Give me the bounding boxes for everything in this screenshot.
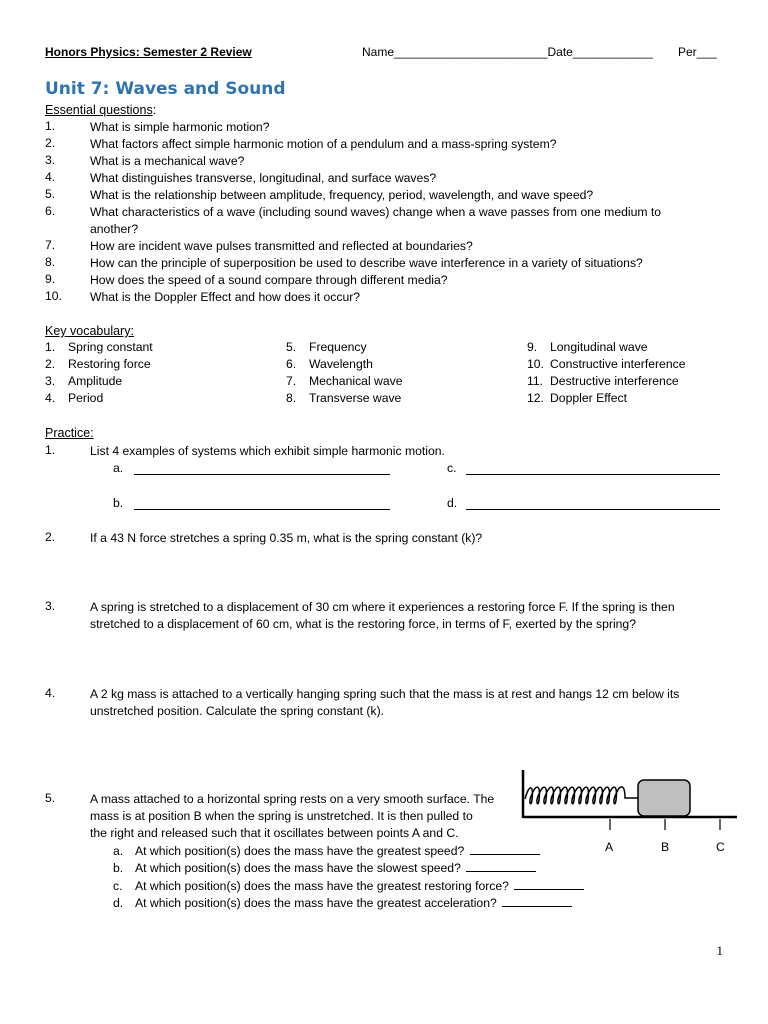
vocab-column-3: 9. Longitudinal wave 10. Constructive interference 11. Destructive interference 12. Doppler Effect xyxy=(527,340,686,405)
question-1-text: List 4 examples of systems which exhibit simple harmonic motion. xyxy=(90,444,445,458)
question-5-subparts xyxy=(113,843,584,912)
list-item: 7. How are incident wave pulses transmitted and reflected at boundaries? xyxy=(45,238,473,253)
practice-heading: Practice: xyxy=(45,426,94,440)
essential-questions-heading: Essential questions: xyxy=(45,103,157,117)
list-item: 6. What characteristics of a wave (including sound waves) change when a wave passes from one medium to xyxy=(45,204,662,219)
answer-d-label: d. xyxy=(447,496,458,510)
page-number: 1 xyxy=(716,943,723,958)
spring-mass-diagram xyxy=(515,764,740,864)
mass-block xyxy=(638,780,690,816)
question-4-text: A 2 kg mass is attached to a vertically hanging spring such that the mass is at rest and hangs 12 cm below its unstretched position. Calculate the spring constant (k). xyxy=(90,687,680,718)
answer-line[interactable] xyxy=(466,871,536,872)
answer-line[interactable] xyxy=(514,889,584,890)
answer-d-line[interactable] xyxy=(466,509,720,510)
list-item: 5. What is the relationship between amplitude, frequency, period, wavelength, and wave speed? xyxy=(45,187,594,202)
answer-b-label: b. xyxy=(113,496,124,510)
question-5-text: A mass attached to a horizontal spring rests on a very smooth surface. The mass is at position B when the spring is unstretched. It is then pulled to the right and released such that it oscillates between points A and C. xyxy=(90,792,495,840)
answer-line[interactable] xyxy=(502,906,572,907)
question-3-number: 3. xyxy=(45,599,56,613)
answer-c-line[interactable] xyxy=(466,474,720,475)
spring-coil xyxy=(525,787,638,804)
list-item: 1. What is simple harmonic motion? xyxy=(45,119,270,134)
answer-a-label: a. xyxy=(113,461,124,475)
vocab-column-1: 1. Spring constant 2. Restoring force 3. Amplitude 4. Period xyxy=(45,340,153,405)
unit-title: Unit 7: Waves and Sound xyxy=(45,79,286,99)
question-1-number: 1. xyxy=(45,443,56,457)
list-item: c. At which position(s) does the mass have the greatest restoring force? xyxy=(113,878,584,895)
question-3-text: A spring is stretched to a displacement of 30 cm where it experiences a restoring force F. If the spring is then stretched to a displacement of 60 cm, what is the restoring force, in terms of F, exerted by the spring? xyxy=(90,600,675,631)
vocab-column-2: 5. Frequency 6. Wavelength 7. Mechanical wave 8. Transverse wave xyxy=(286,340,403,405)
position-b-label: B xyxy=(661,840,670,854)
list-item: d. At which position(s) does the mass have the greatest acceleration? xyxy=(113,895,584,912)
position-c-label: C xyxy=(716,840,725,854)
position-a-label: A xyxy=(605,840,614,854)
period-field[interactable]: Per___ xyxy=(678,45,717,59)
list-item: 2. What factors affect simple harmonic motion of a pendulum and a mass-spring system? xyxy=(45,136,557,151)
list-item: b. At which position(s) does the mass have the slowest speed? xyxy=(113,860,584,877)
list-item: another? xyxy=(90,222,139,236)
question-4-number: 4. xyxy=(45,686,56,700)
question-2-text: If a 43 N force stretches a spring 0.35 m, what is the spring constant (k)? xyxy=(90,531,483,545)
answer-a-line[interactable] xyxy=(134,474,390,475)
key-vocabulary-heading: Key vocabulary: xyxy=(45,324,134,338)
question-2-number: 2. xyxy=(45,530,56,544)
answer-c-label: c. xyxy=(447,461,457,475)
list-item: 9. How does the speed of a sound compare through different media? xyxy=(45,272,448,287)
question-5-number: 5. xyxy=(45,791,56,805)
list-item: 10. What is the Doppler Effect and how does it occur? xyxy=(45,289,361,304)
list-item: 8. How can the principle of superposition be used to describe wave interference in a variety of situations? xyxy=(45,255,643,270)
name-date-field[interactable]: Name_______________________Date____________ xyxy=(362,45,653,59)
list-item: 3. What is a mechanical wave? xyxy=(45,153,245,168)
essential-questions-list xyxy=(0,119,768,306)
answer-b-line[interactable] xyxy=(134,509,390,510)
worksheet-title: Honors Physics: Semester 2 Review xyxy=(45,45,252,59)
list-item: 4. What distinguishes transverse, longitudinal, and surface waves? xyxy=(45,170,437,185)
list-item: a. At which position(s) does the mass have the greatest speed? xyxy=(113,843,584,860)
